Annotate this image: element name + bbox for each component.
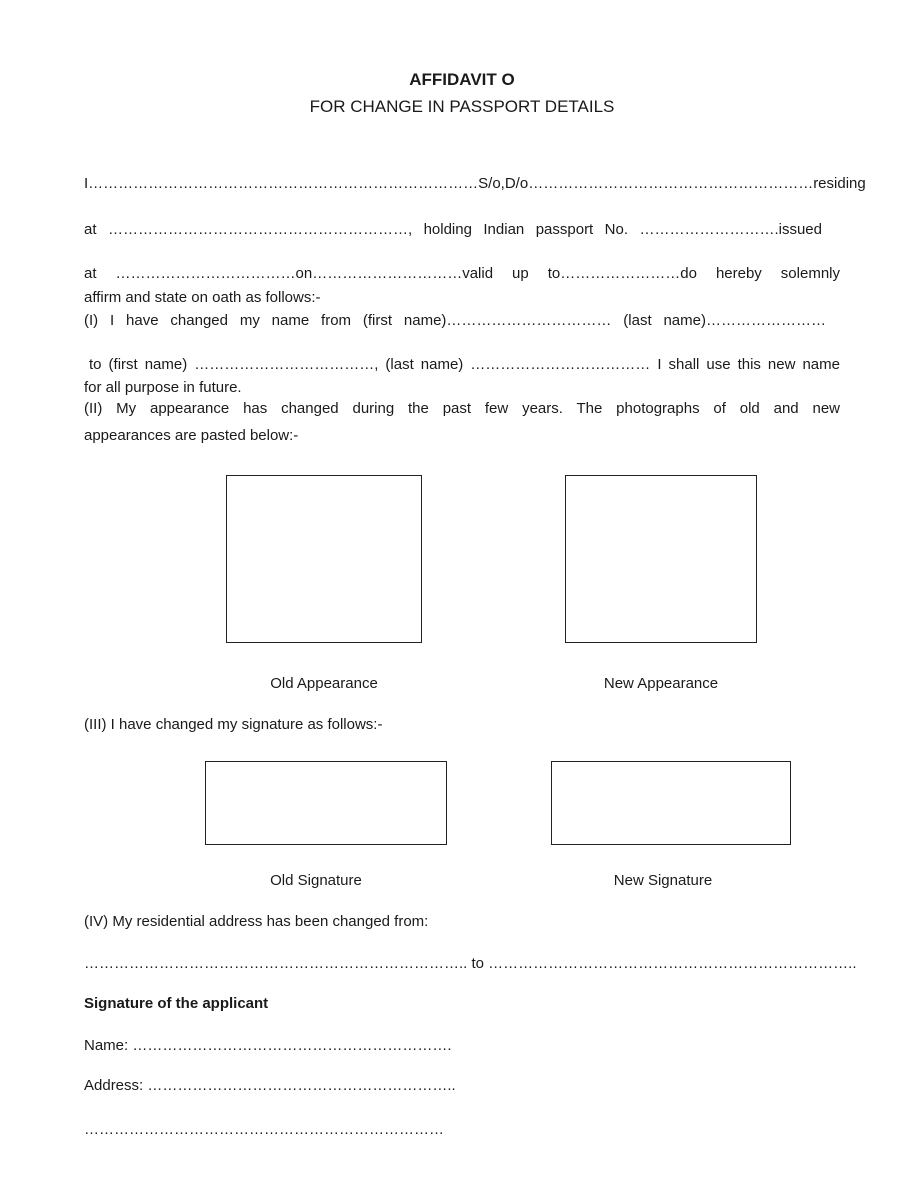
new-appearance-label: New Appearance	[603, 675, 719, 692]
declaration-line-3: at ………………………………on…………………………valid up to……………………do hereby solemnly	[84, 265, 840, 282]
old-signature-label: Old Signature	[270, 872, 362, 889]
applicant-name-field: Name: ……………………………………………………….	[84, 1037, 452, 1054]
signature-change-heading: (III) I have changed my signature as follows:-	[84, 716, 383, 733]
old-signature-box[interactable]	[205, 761, 447, 845]
old-appearance-label: Old Appearance	[270, 675, 378, 692]
old-photo-box[interactable]	[226, 475, 422, 643]
declaration-line-4: affirm and state on oath as follows:-	[84, 289, 321, 306]
document-title: AFFIDAVIT O	[409, 70, 515, 89]
applicant-address-extra-line: ………………………………………………………………	[84, 1121, 444, 1138]
name-change-line-3: for all purpose in future.	[84, 379, 242, 396]
address-change-heading: (IV) My residential address has been changed from:	[84, 913, 429, 930]
declaration-line-2: at ……………………………………………………, holding Indian passport No. ……………………….issued	[84, 221, 822, 238]
applicant-signature-heading: Signature of the applicant	[84, 995, 269, 1012]
appearance-line-1: (II) My appearance has changed during the past few years. The photographs of old and new	[84, 400, 840, 417]
name-change-line-1: (I) I have changed my name from (first name)…………………………… (last name)……………………	[84, 312, 826, 329]
name-change-line-2: to (first name) ………………………………, (last name) ……………………………… I shall use this new name	[89, 356, 840, 373]
address-change-line: ………………………………………………………………….. to ………………………………………………………………..	[84, 955, 857, 972]
appearance-line-2: appearances are pasted below:-	[84, 427, 299, 444]
applicant-address-field: Address: ……………………………………………………..	[84, 1077, 456, 1094]
new-signature-label: New Signature	[613, 872, 713, 889]
declaration-line-1: I……………………………………………………………………S/o,D/o…………………………………………………residing	[84, 175, 866, 192]
document-subtitle: FOR CHANGE IN PASSPORT DETAILS	[309, 97, 615, 116]
new-photo-box[interactable]	[565, 475, 757, 643]
new-signature-box[interactable]	[551, 761, 791, 845]
